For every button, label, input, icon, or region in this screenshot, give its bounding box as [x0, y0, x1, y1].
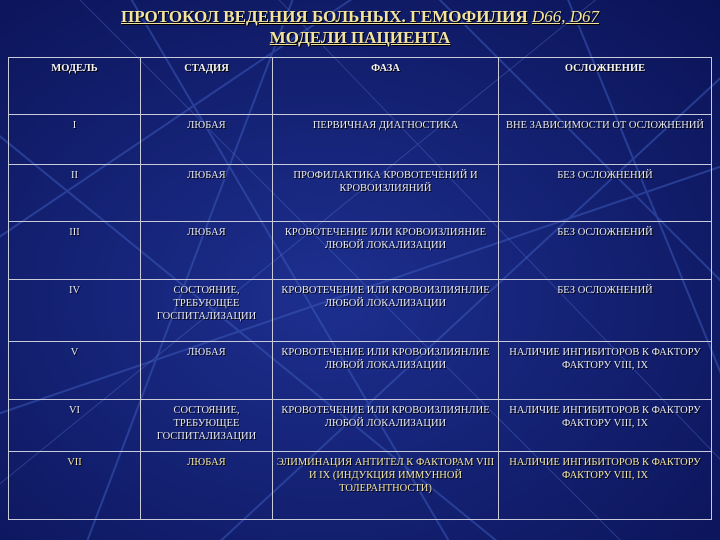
cell-phase: ПЕРВИЧНАЯ ДИАГНОСТИКА [273, 115, 499, 165]
header-model: МОДЕЛЬ [9, 58, 141, 115]
cell-model: I [9, 115, 141, 165]
cell-stage: СОСТОЯНИЕ, ТРЕБУЮЩЕЕ ГОСПИТАЛИЗАЦИИ [141, 280, 273, 342]
table-row [9, 115, 712, 165]
table-row [9, 165, 712, 222]
cell-model: III [9, 222, 141, 280]
patient-models-table [8, 57, 712, 520]
cell-phase: КРОВОТЕЧЕНИЕ ИЛИ КРОВОИЗЛИЯНЛИЕ ЛЮБОЙ ЛОКАЛИЗАЦИИ [273, 280, 499, 342]
cell-model: II [9, 165, 141, 222]
cell-complication: НАЛИЧИЕ ИНГИБИТОРОВ К ФАКТОРУ ФАКТОРУ VIII, IX [499, 400, 712, 452]
cell-stage: ЛЮБАЯ [141, 342, 273, 400]
table-row [9, 280, 712, 342]
cell-phase: КРОВОТЕЧЕНИЕ ИЛИ КРОВОИЗЛИЯНИЕ ЛЮБОЙ ЛОКАЛИЗАЦИИ [273, 222, 499, 280]
table-row [9, 400, 712, 452]
title-line-2: МОДЕЛИ ПАЦИЕНТА [269, 28, 451, 47]
header-stage: СТАДИЯ [141, 58, 273, 115]
cell-phase: ПРОФИЛАКТИКА КРОВОТЕЧЕНИЙ И КРОВОИЗЛИЯНИЙ [273, 165, 499, 222]
cell-model: V [9, 342, 141, 400]
cell-complication: БЕЗ ОСЛОЖНЕНИЙ [499, 222, 712, 280]
slide-title [0, 6, 720, 48]
header-complication: ОСЛОЖНЕНИЕ [499, 58, 712, 115]
title-line-1: ПРОТОКОЛ ВЕДЕНИЯ БОЛЬНЫХ. ГЕМОФИЛИЯ [121, 7, 528, 26]
header-phase: ФАЗА [273, 58, 499, 115]
cell-stage: ЛЮБАЯ [141, 222, 273, 280]
cell-model: VI [9, 400, 141, 452]
title-diagnosis-codes: D66, D67 [531, 7, 599, 26]
cell-complication: НАЛИЧИЕ ИНГИБИТОРОВ К ФАКТОРУ ФАКТОРУ VIII, IX [499, 342, 712, 400]
cell-complication: ВНЕ ЗАВИСИМОСТИ ОТ ОСЛОЖНЕНИЙ [499, 115, 712, 165]
cell-complication: НАЛИЧИЕ ИНГИБИТОРОВ К ФАКТОРУ ФАКТОРУ VIII, IX [499, 452, 712, 520]
table-row [9, 342, 712, 400]
cell-stage: ЛЮБАЯ [141, 452, 273, 520]
cell-model: IV [9, 280, 141, 342]
cell-phase: ЭЛИМИНАЦИЯ АНТИТЕЛ К ФАКТОРАМ VIII И IX (ИНДУКЦИЯ ИММУННОЙ ТОЛЕРАНТНОСТИ) [273, 452, 499, 520]
cell-phase: КРОВОТЕЧЕНИЕ ИЛИ КРОВОИЗЛИЯНЛИЕ ЛЮБОЙ ЛОКАЛИЗАЦИИ [273, 342, 499, 400]
cell-phase: КРОВОТЕЧЕНИЕ ИЛИ КРОВОИЗЛИЯНЛИЕ ЛЮБОЙ ЛОКАЛИЗАЦИИ [273, 400, 499, 452]
cell-complication: БЕЗ ОСЛОЖНЕНИЙ [499, 165, 712, 222]
cell-stage: ЛЮБАЯ [141, 165, 273, 222]
cell-model: VII [9, 452, 141, 520]
table-header-row [9, 58, 712, 115]
cell-complication: БЕЗ ОСЛОЖНЕНИЙ [499, 280, 712, 342]
cell-stage: ЛЮБАЯ [141, 115, 273, 165]
cell-stage: СОСТОЯНИЕ, ТРЕБУЮЩЕЕ ГОСПИТАЛИЗАЦИИ [141, 400, 273, 452]
table-row [9, 452, 712, 520]
table-row [9, 222, 712, 280]
